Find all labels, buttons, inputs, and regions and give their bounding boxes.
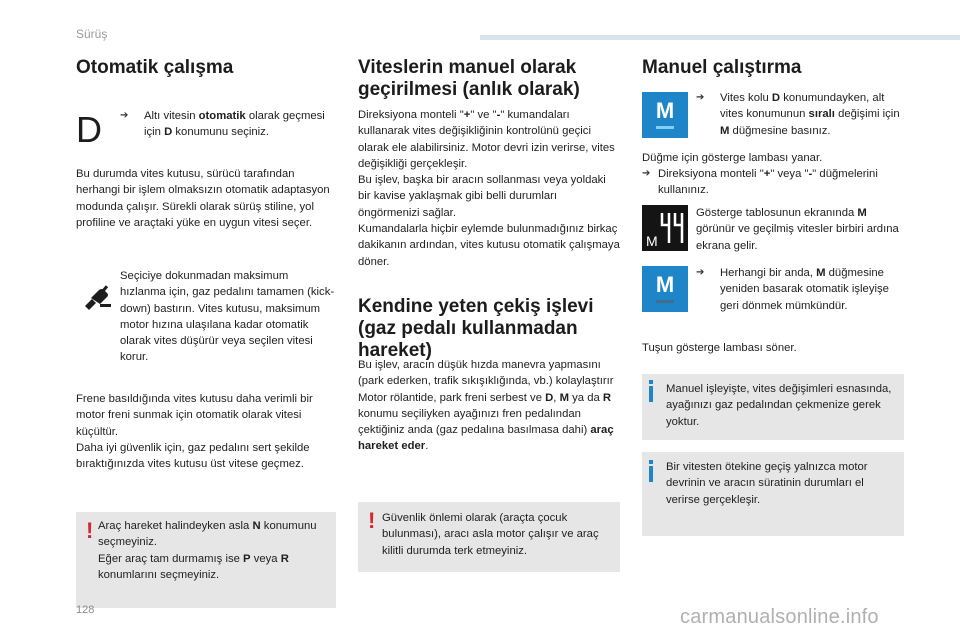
- exclamation-icon: !: [86, 518, 94, 543]
- watermark: carmanualsonline.info: [680, 606, 879, 628]
- col3-info1-text: Manuel işleyişte, vites değişimleri esnasında, ayağınızı gaz pedalından çekmenize gerek yoktur.: [666, 383, 892, 428]
- col3-lamp-on: Düğme için gösterge lambası yanar.: [642, 152, 823, 164]
- col3-bullet3: ➔ Herhangi bir anda, M düğmesine yeniden basarak otomatik işleyişe geri dönmek mümkündür.: [696, 267, 889, 312]
- col3-info-box2: [642, 452, 904, 536]
- header-bar: [480, 35, 960, 40]
- col3-lamp-off: Tuşun gösterge lambası söner.: [642, 342, 797, 354]
- col3-bullet2: ➔ Direksiyona monteli "+" veya "-" düğmelerini kullanınız.: [642, 168, 878, 197]
- col1-title: Otomatik çalışma: [76, 57, 234, 78]
- col3-display-note: Gösterge tablosunun ekranında M görünür ve geçilmiş vitesler birbiri ardına ekrana gelir.: [696, 207, 899, 252]
- col3-title: Manuel çalıştırma: [642, 57, 802, 78]
- manual-mode-button-icon: M: [642, 266, 688, 312]
- col1-bullet1: ➔ Altı vitesin otomatik olarak geçmesi için D konumunu seçiniz.: [120, 110, 325, 139]
- arrow-bullet-icon: ➔: [120, 110, 129, 121]
- exclamation-icon: !: [368, 508, 376, 533]
- col3-bullet1: ➔ Vites kolu D konumundayken, alt vites konumunun sıralı değişimi için M düğmesine basınız.: [696, 92, 900, 137]
- col2-title2: Kendine yeten çekiş işlevi (gaz pedalı kullanmadan hareket): [358, 296, 594, 361]
- kickdown-text: Seçiciye dokunmadan maksimum hızlanma için, gaz pedalını tamamen (kick-down) bastırın. Vites kutusu, maksimum motor hızına ulaşılana kadar otomatik olarak vites düşürür veya seçilen vitesi korur.: [120, 270, 335, 364]
- info-icon: [649, 380, 653, 402]
- col1-warning-text: Araç hareket halindeyken asla N konumunu seçmeyiniz. Eğer araç tam durmamış ise P veya R konumlarını seçmeyiniz.: [98, 520, 317, 581]
- col2-para1: Direksiyona monteli "+" ve "-" kumandaları kullanarak vites değişikliğinin kontrolünü geçici olarak ele alabilirsiniz. Motor devri izin verirse, vites değişikliği gerçekleşir. Bu işlev, başka bir aracın sollanması veya yoldaki bir kavise yaklaşmak gibi belli durumları öngörmenizi sağlar. Kumandalarla hiçbir eylemde bulunmadığınız birkaç dakikanın ardından, vites kutusu otomatik çalışmaya döner.: [358, 109, 620, 268]
- info-icon: [649, 460, 653, 482]
- col2-warning-box: [358, 502, 620, 572]
- foot-pedal-icon: [80, 280, 114, 314]
- arrow-bullet-icon: ➔: [642, 168, 651, 179]
- instrument-display-icon: M: [642, 205, 688, 251]
- col1-para2: Frene basıldığında vites kutusu daha verimli bir motor freni sunmak için otomatik olarak vitesi küçültür. Daha iyi güvenlik için, gaz pedalını sert şekilde bıraktığınızda vites kutusu üst vitese geçmez.: [76, 393, 313, 471]
- col2-para2: Bu işlev, aracın düşük hızda manevra yapmasını (park ederken, trafik sıkışıklığında, vb.) kolaylaştırır Motor rölantide, park freni serbest ve D, M ya da R konumu seçiliyken ayağınızı fren pedalından çektiğiniz anda (gaz pedalına basılmasa dahi) araç hareket eder.: [358, 359, 614, 453]
- col1-para1: Bu durumda vites kutusu, sürücü tarafından herhangi bir işlem olmaksızın otomatik adaptasyon modunda çalışır. Sürekli olarak sürüş stiline, yol profiline ve araçtaki yüke en uygun vitesi seçer.: [76, 168, 330, 229]
- manual-mode-button-icon: M: [642, 92, 688, 138]
- page-number: 128: [76, 604, 95, 616]
- col3-info2-text: Bir vitesten ötekine geçiş yalnızca motor devrinin ve aracın süratinin durumları el verirse gerçekleşir.: [666, 461, 868, 506]
- col1-warning-box: [76, 512, 336, 608]
- gear-d-icon: D: [76, 109, 102, 150]
- arrow-bullet-icon: ➔: [696, 92, 705, 103]
- col3-info-box1: [642, 374, 904, 440]
- col2-title1: Viteslerin manuel olarak geçirilmesi (anlık olarak): [358, 57, 580, 100]
- section-header: Sürüş: [76, 27, 108, 41]
- arrow-bullet-icon: ➔: [696, 267, 705, 278]
- col2-warning-text: Güvenlik önlemi olarak (araçta çocuk bulunması), aracı asla motor çalışır ve araç kilitli durumda terk etmeyiniz.: [382, 512, 599, 557]
